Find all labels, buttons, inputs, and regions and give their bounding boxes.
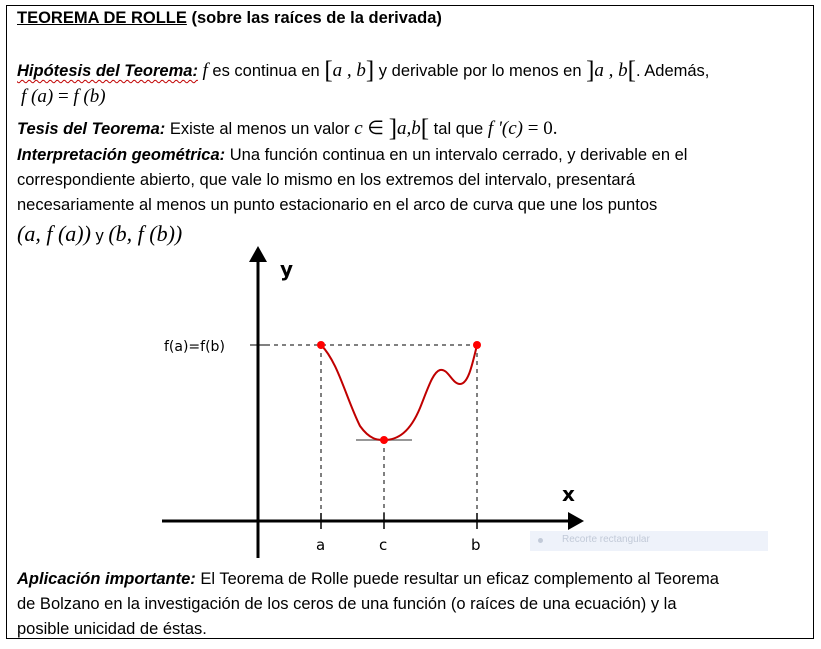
y-axis-arrow-icon [249, 246, 267, 262]
fa-fb-label: f(a)=f(b) [164, 339, 225, 355]
interpretacion-line-3: necesariamente al menos un punto estacionario en el arco de curva que une los puntos [17, 196, 658, 214]
equals-zero: = 0 [523, 118, 553, 139]
aplicacion-text-1: El Teorema de Rolle puede resultar un eficaz complemento al Teorema [195, 570, 719, 588]
interval-1: a , b [332, 60, 366, 81]
overlay-dot-icon [538, 538, 543, 543]
interpretacion-text-1: Una función continua en un intervalo cerrado, y derivable en el [225, 146, 688, 164]
tesis-text-2: tal que [429, 120, 488, 138]
overlay-text: Recorte rectangular [562, 534, 650, 545]
aplicacion-line-2: de Bolzano en la investigación de los ceros de una función (o raíces de una ecuación) y la [17, 595, 677, 613]
aplicacion-line-1 [17, 570, 719, 589]
element-of-symbol: ∈ [362, 118, 389, 139]
hipotesis-text-1: es continua en [207, 62, 325, 80]
aplicacion-line-3: posible unicidad de éstas. [17, 620, 207, 638]
tesis-c-variable: c [354, 118, 363, 139]
tesis-interval: a,b [397, 118, 421, 139]
hipotesis-f: f [202, 60, 208, 81]
equation-rhs: f (b) [73, 86, 106, 107]
stationary-point [380, 436, 388, 444]
point-fa [317, 341, 325, 349]
interpretacion-label: Interpretación geométrica: [17, 146, 226, 164]
derivative-f-prime: f ' [487, 118, 502, 139]
aplicacion-label: Aplicación importante: [17, 570, 196, 588]
interpretacion-line-2: correspondiente abierto, que vale lo mismo en los extremos del intervalo, presentará [17, 171, 636, 189]
points-conjunction: y [90, 227, 109, 245]
hipotesis-label: Hipótesis del Teorema: [17, 62, 198, 80]
equation-sign: = [53, 86, 74, 107]
title-subtitle: (sobre las raíces de la derivada) [191, 9, 442, 27]
interval-1-close: ] [365, 57, 375, 84]
tesis-text-1: Existe al menos un valor [165, 120, 355, 138]
y-axis-label: y [280, 257, 294, 281]
interval-2-open: ] [586, 57, 595, 84]
title-main: TEOREMA DE ROLLE [17, 9, 187, 27]
tesis-label: Tesis del Teorema: [17, 120, 166, 138]
point-b: (b, f (b)) [108, 221, 183, 246]
tick-label-c: c [379, 536, 388, 554]
interval-1-open: [ [324, 57, 333, 84]
equation-lhs: f (a) [21, 86, 54, 107]
tesis-interval-close: [ [420, 115, 430, 142]
x-axis-arrow-icon [568, 512, 584, 530]
tesis-period: . [552, 118, 558, 139]
interval-2-close: [ [627, 57, 636, 84]
tick-label-b: b [471, 536, 481, 554]
x-axis-label: x [562, 482, 575, 506]
interval-2: a , b [594, 60, 628, 81]
point-fb [473, 341, 481, 349]
hipotesis-text-2: y derivable por lo menos en [374, 62, 587, 80]
point-a: (a, f (a)) [17, 221, 91, 246]
hipotesis-text-3: . Además, [636, 62, 710, 80]
tesis-interval-open: ] [388, 115, 398, 142]
derivative-argument: (c) [501, 118, 523, 139]
function-curve [321, 345, 477, 440]
tick-label-a: a [316, 536, 326, 554]
